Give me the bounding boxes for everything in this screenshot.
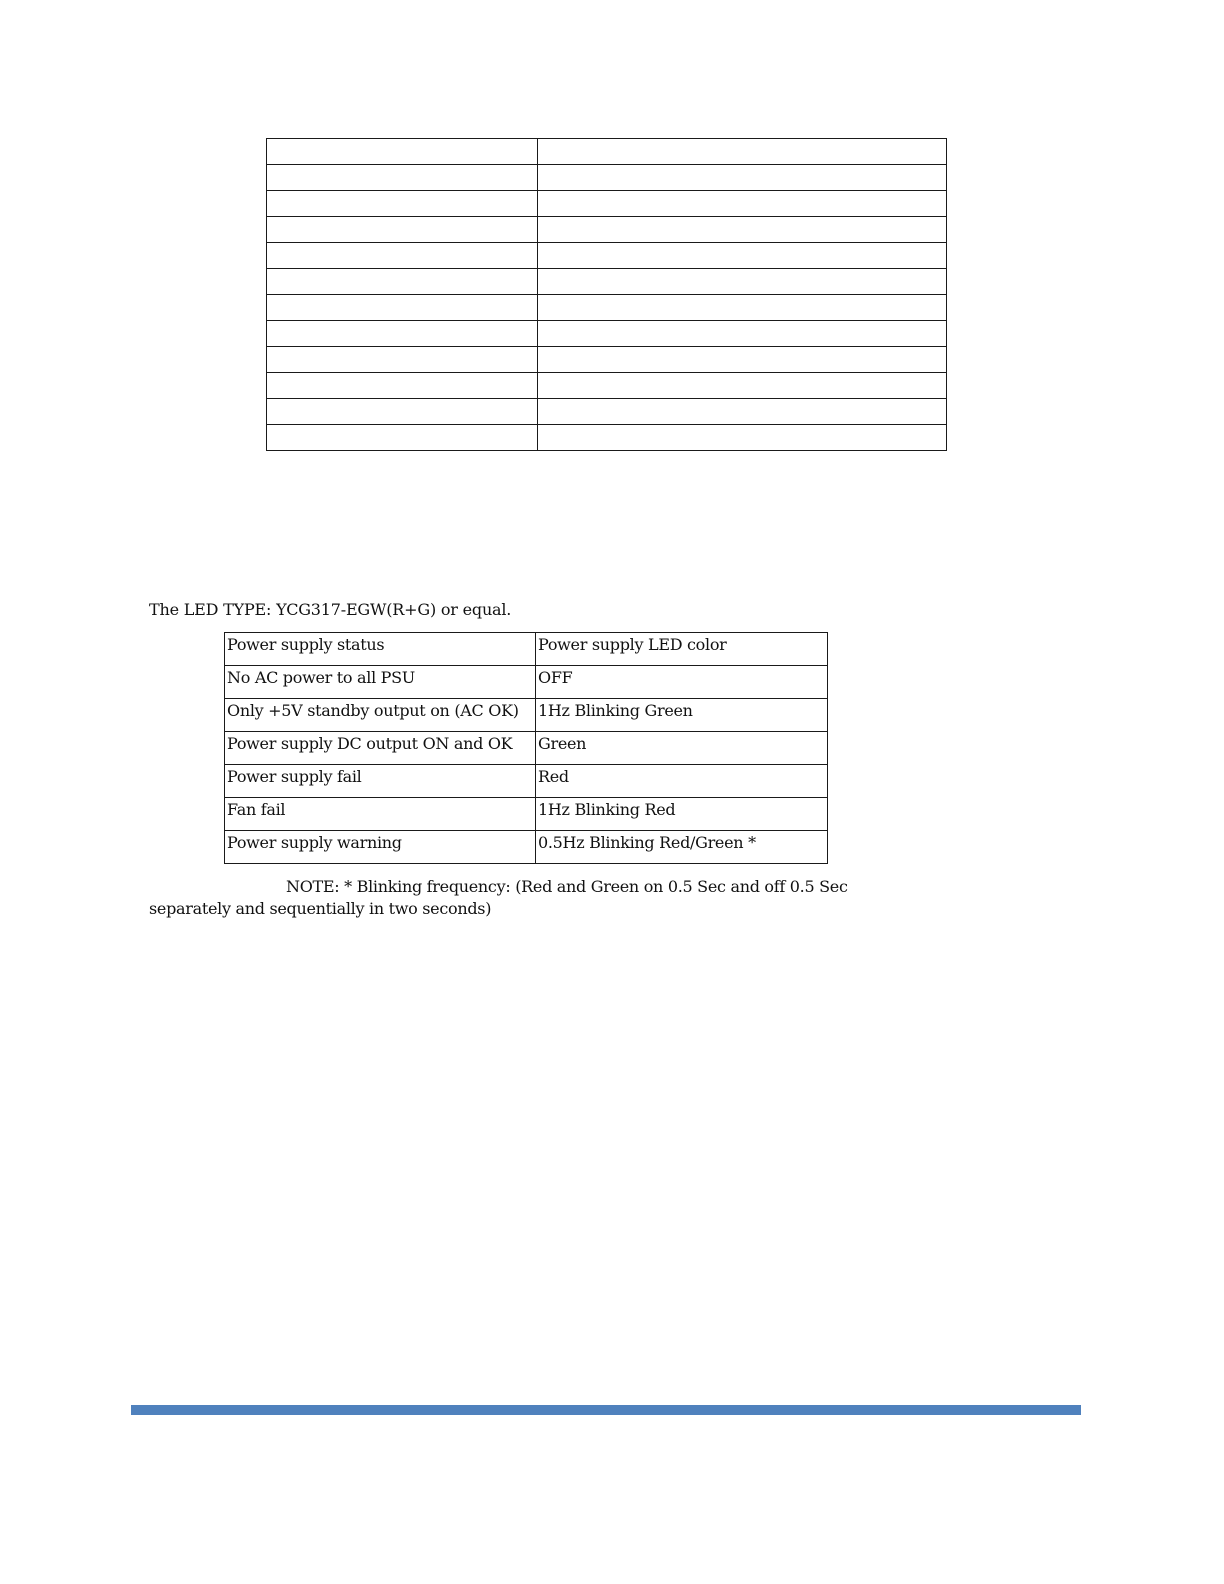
table-cell	[538, 373, 947, 399]
table-header-row	[225, 633, 828, 666]
table-row	[225, 666, 828, 699]
led-color-cell: OFF	[536, 666, 828, 699]
table-cell	[267, 399, 538, 425]
table-row	[225, 699, 828, 732]
led-color-cell: 1Hz Blinking Red	[536, 798, 828, 831]
note-line-2: separately and sequentially in two seconds)	[149, 899, 492, 918]
led-color-cell: 1Hz Blinking Green	[536, 699, 828, 732]
footer-rule	[131, 1405, 1081, 1415]
blinking-note	[149, 876, 848, 920]
table-row	[225, 732, 828, 765]
table-cell	[538, 321, 947, 347]
table-row	[267, 347, 947, 373]
table-cell	[538, 191, 947, 217]
table-row	[267, 295, 947, 321]
empty-table-body	[267, 139, 947, 451]
table-row	[267, 399, 947, 425]
column-header-led-color: Power supply LED color	[536, 633, 828, 666]
table-cell	[538, 165, 947, 191]
empty-table	[266, 138, 947, 451]
table-cell	[267, 425, 538, 451]
status-cell: Power supply DC output ON and OK	[225, 732, 536, 765]
led-status-table	[224, 632, 828, 864]
table-row	[225, 831, 828, 864]
status-cell: Only +5V standby output on (AC OK)	[225, 699, 536, 732]
table-row	[267, 217, 947, 243]
led-color-cell: Red	[536, 765, 828, 798]
table-cell	[267, 139, 538, 165]
note-line-1: NOTE: * Blinking frequency: (Red and Green on 0.5 Sec and off 0.5 Sec	[286, 877, 848, 896]
table-cell	[267, 321, 538, 347]
table-row	[267, 139, 947, 165]
table-cell	[538, 269, 947, 295]
table-cell	[267, 269, 538, 295]
led-type-heading: The LED TYPE: YCG317-EGW(R+G) or equal.	[149, 600, 512, 619]
status-cell: Power supply warning	[225, 831, 536, 864]
status-cell: Fan fail	[225, 798, 536, 831]
table-row	[267, 373, 947, 399]
column-header-status: Power supply status	[225, 633, 536, 666]
table-cell	[538, 425, 947, 451]
table-cell	[538, 217, 947, 243]
table-cell	[538, 347, 947, 373]
status-cell: Power supply fail	[225, 765, 536, 798]
table-cell	[538, 243, 947, 269]
table-cell	[267, 347, 538, 373]
table-cell	[267, 373, 538, 399]
led-color-cell: Green	[536, 732, 828, 765]
table-cell	[267, 191, 538, 217]
table-row	[267, 425, 947, 451]
table-row	[267, 321, 947, 347]
table-cell	[267, 243, 538, 269]
led-color-cell: 0.5Hz Blinking Red/Green *	[536, 831, 828, 864]
table-cell	[267, 295, 538, 321]
table-row	[267, 243, 947, 269]
table-cell	[538, 295, 947, 321]
led-status-table-body	[225, 633, 828, 864]
table-row	[267, 269, 947, 295]
status-cell: No AC power to all PSU	[225, 666, 536, 699]
table-row	[225, 798, 828, 831]
table-cell	[267, 217, 538, 243]
table-cell	[538, 399, 947, 425]
table-row	[225, 765, 828, 798]
table-row	[267, 165, 947, 191]
table-cell	[267, 165, 538, 191]
table-row	[267, 191, 947, 217]
table-cell	[538, 139, 947, 165]
